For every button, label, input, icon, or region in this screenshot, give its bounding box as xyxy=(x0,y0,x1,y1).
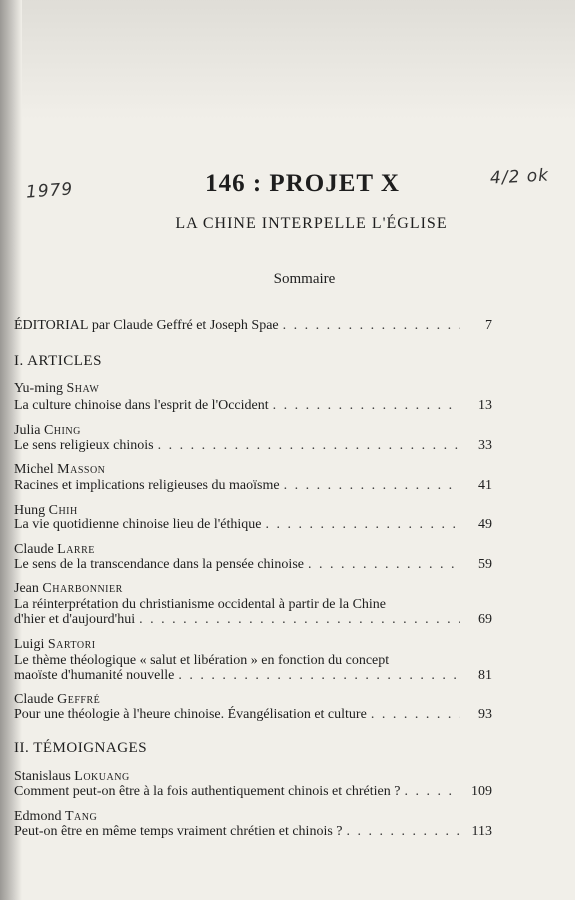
editorial-text xyxy=(14,318,279,334)
entry-title: maoïste d'humanité nouvelle xyxy=(14,668,175,683)
page-top-shadow xyxy=(0,0,575,120)
author-last: Tang xyxy=(64,809,98,824)
author-name xyxy=(14,542,95,558)
editorial-entry xyxy=(14,318,492,336)
author-first: Julia xyxy=(14,423,44,438)
entry-title-line1: Le thème théologique « salut et libération » en fonction du concept xyxy=(14,653,390,668)
author-first: Stanislaus xyxy=(14,769,75,784)
toc-entry xyxy=(14,707,492,725)
leader-dots xyxy=(265,517,460,533)
toc-entry xyxy=(14,557,492,575)
handwritten-year: 1979 xyxy=(25,179,74,203)
author-name xyxy=(14,462,105,478)
author-name xyxy=(14,637,96,653)
entry-title: Comment peut-on être à la fois authentiquement chinois et chrétien ? xyxy=(14,784,401,799)
page-subtitle: LA CHINE INTERPELLE L'ÉGLISE xyxy=(175,215,448,232)
author-first: Michel xyxy=(14,462,58,477)
author-first: Edmond xyxy=(14,809,65,824)
leader-dots xyxy=(404,784,460,800)
toc-entry xyxy=(14,517,492,535)
author-name xyxy=(14,809,97,825)
section-heading-articles: I. ARTICLES xyxy=(14,353,102,369)
page-number: 93 xyxy=(478,707,492,722)
page-number: 33 xyxy=(478,438,492,453)
leader-dots xyxy=(284,478,460,494)
entry-title: La vie quotidienne chinoise lieu de l'éthique xyxy=(14,517,262,532)
author-first: Jean xyxy=(14,581,43,596)
author-last: Shaw xyxy=(66,381,100,396)
leader-dots xyxy=(158,438,460,454)
entry-title: Racines et implications religieuses du maoïsme xyxy=(14,478,280,493)
section-heading-temoignages: II. TÉMOIGNAGES xyxy=(14,740,148,756)
author-first: Yu-ming xyxy=(14,381,67,396)
page-number: 81 xyxy=(478,668,492,683)
author-first: Claude xyxy=(14,692,58,707)
author-name xyxy=(14,423,81,439)
entry-title: Peut-on être en même temps vraiment chrétien et chinois ? xyxy=(14,824,343,839)
entry-title: Pour une théologie à l'heure chinoise. Évangélisation et culture xyxy=(14,707,367,722)
page-number: 7 xyxy=(485,318,492,333)
page-number: 109 xyxy=(471,784,492,799)
page-number: 49 xyxy=(478,517,492,532)
author-first: Claude xyxy=(14,542,58,557)
toc-entry xyxy=(14,612,492,630)
page-number: 69 xyxy=(478,612,492,627)
page-title: 146 : PROJET X xyxy=(205,170,400,197)
toc-entry xyxy=(14,478,492,496)
page-number: 59 xyxy=(478,557,492,572)
entry-title-line1: La réinterprétation du christianisme occidental à partir de la Chine xyxy=(14,597,387,612)
author-last: Ching xyxy=(43,423,81,438)
author-first: Luigi xyxy=(14,637,48,652)
author-last: Geffré xyxy=(57,692,101,707)
page-number: 41 xyxy=(478,478,492,493)
leader-dots xyxy=(178,668,460,684)
author-last: Chih xyxy=(48,503,78,518)
editorial-authors: par Claude Geffré et Joseph Spae xyxy=(88,318,279,333)
entry-title: Le sens de la transcendance dans la pensée chinoise xyxy=(14,557,304,572)
author-last: Charbonnier xyxy=(42,581,123,596)
sommaire-heading: Sommaire xyxy=(273,271,336,287)
toc-entry xyxy=(14,438,492,456)
leader-dots xyxy=(371,707,460,723)
leader-dots xyxy=(273,398,460,414)
page-number: 13 xyxy=(478,398,492,413)
editorial-label: ÉDITORIAL xyxy=(14,318,89,333)
entry-title: La culture chinoise dans l'esprit de l'Occident xyxy=(14,398,269,413)
author-name xyxy=(14,769,130,785)
author-last: Lokuang xyxy=(74,769,130,784)
toc-entry xyxy=(14,824,492,842)
handwritten-note: 4/2 ok xyxy=(489,165,550,189)
toc-entry xyxy=(14,398,492,416)
author-last: Masson xyxy=(57,462,106,477)
entry-title: Le sens religieux chinois xyxy=(14,438,154,453)
leader-dots xyxy=(139,612,460,628)
toc-entry xyxy=(14,668,492,686)
leader-dots xyxy=(283,318,460,334)
author-name xyxy=(14,581,123,597)
toc-entry xyxy=(14,784,492,802)
author-last: Sartori xyxy=(47,637,96,652)
author-first: Hung xyxy=(14,503,49,518)
author-name xyxy=(14,692,100,708)
leader-dots xyxy=(347,824,461,840)
author-last: Larre xyxy=(57,542,95,557)
page-number: 113 xyxy=(471,824,492,839)
entry-title: d'hier et d'aujourd'hui xyxy=(14,612,136,627)
author-name xyxy=(14,381,99,397)
leader-dots xyxy=(308,557,460,573)
